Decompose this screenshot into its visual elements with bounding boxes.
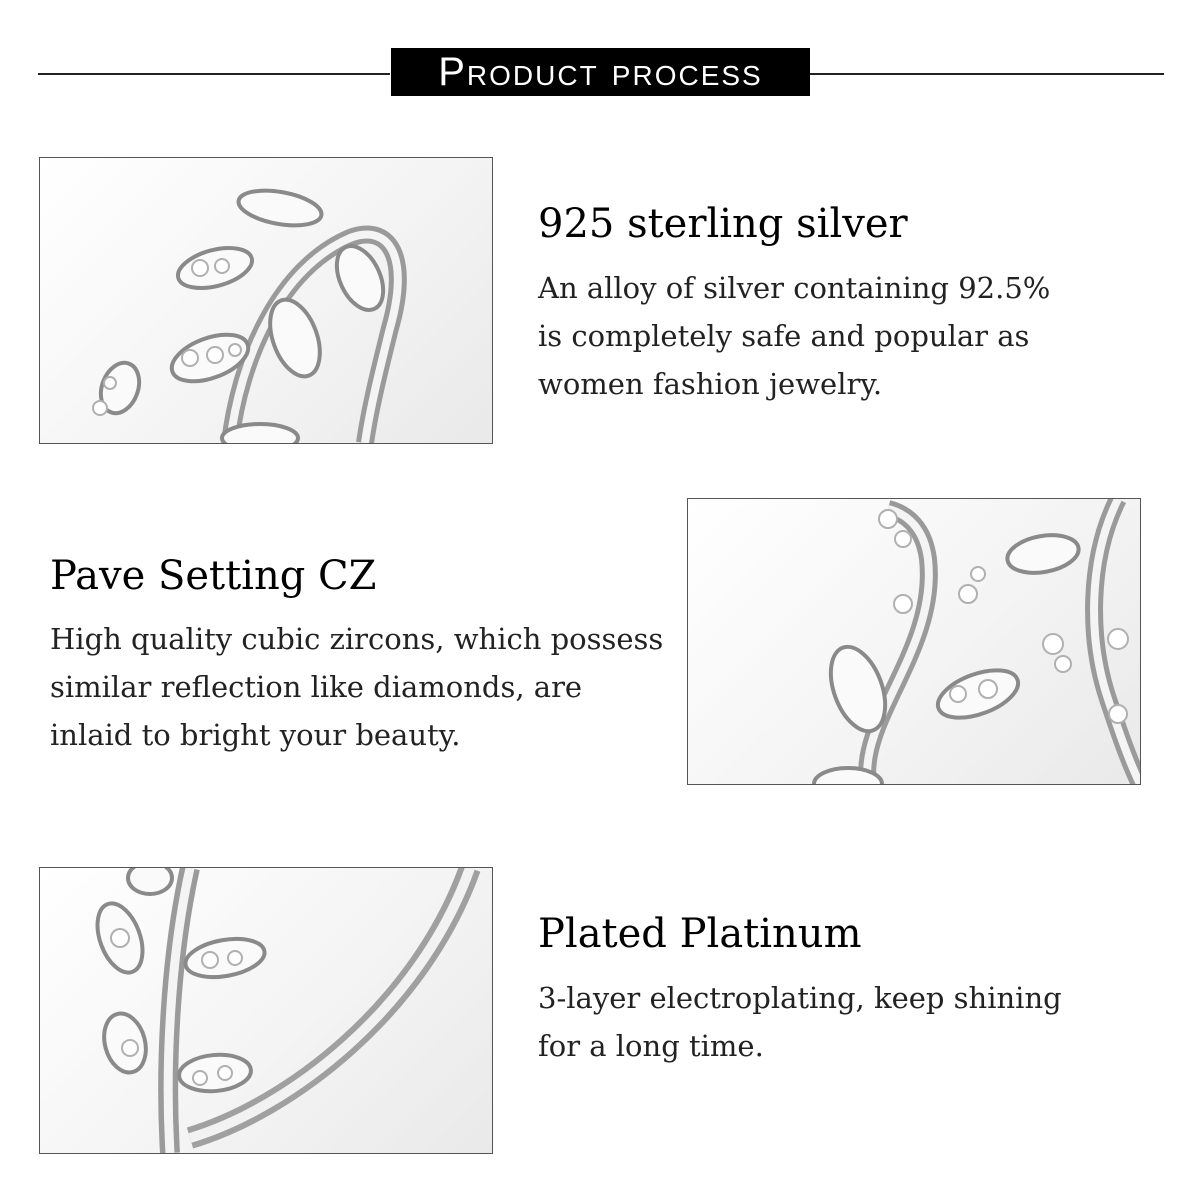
ring-leaf-illustration [40, 158, 492, 443]
feature-desc-pave [50, 615, 670, 759]
ring-closeup-photo-3 [39, 867, 493, 1154]
ring-closeup-photo-1 [39, 157, 493, 444]
section-title: Product process [438, 50, 763, 94]
desc-line: is completely safe and popular as [538, 319, 1030, 353]
ring-closeup-photo-2 [687, 498, 1141, 785]
desc-line: women fashion jewelry. [538, 367, 883, 401]
desc-line: 3-layer electroplating, keep shining [538, 981, 1062, 1015]
feature-title-pave: Pave Setting CZ [50, 553, 377, 599]
section-banner [391, 48, 810, 96]
feature-title-silver: 925 sterling silver [538, 201, 908, 247]
ring-leaf-illustration [688, 499, 1140, 784]
header-rule-right [810, 73, 1164, 75]
header-rule-left [38, 73, 390, 75]
desc-line: for a long time. [538, 1029, 764, 1063]
desc-line: inlaid to bright your beauty. [50, 718, 461, 752]
feature-desc-silver [538, 264, 1098, 408]
desc-line: similar reflection like diamonds, are [50, 670, 583, 704]
feature-title-platinum: Plated Platinum [538, 911, 862, 957]
ring-leaf-illustration [40, 868, 492, 1153]
desc-line: High quality cubic zircons, which possess [50, 622, 664, 656]
feature-desc-platinum [538, 974, 1098, 1070]
desc-line: An alloy of silver containing 92.5% [538, 271, 1051, 305]
